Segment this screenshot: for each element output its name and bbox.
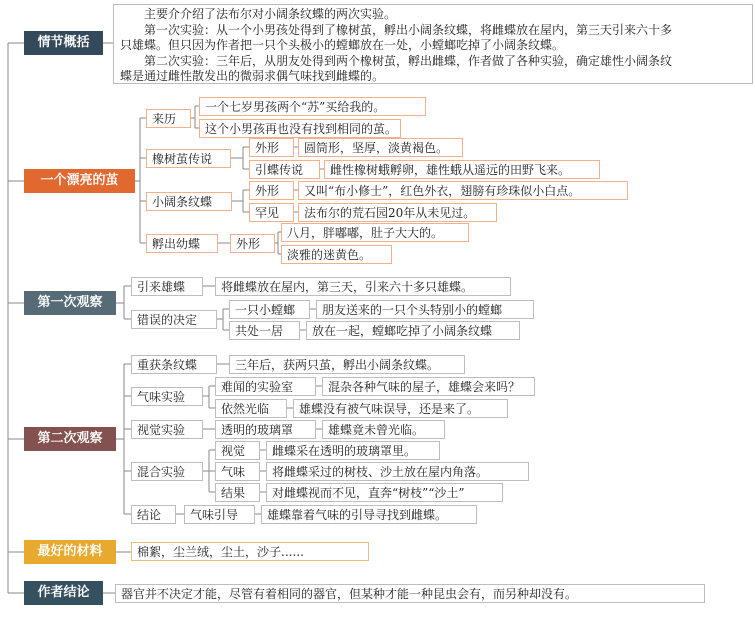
- node-mixed-sight-detail: 雌蝶采在透明的玻璃罩里。: [266, 441, 440, 460]
- node-regain-moth-detail: 三年后，获两只茧，孵出小阔条纹蝶。: [229, 355, 465, 374]
- node-mixed-sight: 视觉: [215, 441, 260, 460]
- node-origin: 来历: [146, 109, 191, 128]
- node-author-conclusion: 器官并不决定才能，尽管有着相同的器官，但某种才能一种昆虫会有，而另种却没有。: [115, 584, 705, 603]
- category-author-conclusion: 作者结论: [24, 581, 103, 605]
- plot-summary: [113, 4, 753, 84]
- node-attract-males-detail: 将雌蝶放在屋内，第三天，引来六十多只雄蝶。: [215, 277, 511, 296]
- node-oak-lure-detail: 雌性橡树蛾孵卵，雄性蛾从遥远的田野飞来。: [324, 160, 600, 179]
- node-attract-males: 引来雄蝶: [131, 277, 203, 296]
- node-smelly-lab: 难闻的实验室: [215, 377, 316, 396]
- node-mixed-experiment: 混合实验: [131, 462, 203, 481]
- node-larva: 孵出幼蝶: [146, 234, 218, 253]
- node-mixed-result: 结果: [215, 483, 260, 502]
- node-smell-guidance: 气味引导: [184, 505, 255, 524]
- summary-line: 第一次实验：从一个小男孩处得到了橡树茧，孵出小阔条纹蝶，将雌蝶放在屋内，第三天引来六十多: [144, 22, 673, 37]
- node-moth-rare: 罕见: [249, 203, 294, 222]
- node-placed-together: 共处一居: [229, 321, 300, 340]
- category-best-material: 最好的材料: [24, 540, 116, 564]
- node-larva-detail: 八月，胖嘟嘟，肚子大大的。: [281, 223, 469, 242]
- node-wrong-decision: 错误的决定: [131, 310, 217, 329]
- node-moth-shape: 外形: [249, 181, 294, 200]
- node-smell-guidance-detail: 雄蝶靠着气味的引导寻找到雌蝶。: [261, 505, 477, 524]
- node-larva-detail: 淡雅的迷黄色。: [281, 245, 392, 264]
- node-moth-rare-detail: 法布尔的荒石园20年从未见过。: [298, 203, 497, 222]
- node-vision-experiment: 视觉实验: [131, 420, 203, 439]
- node-moth: 小阔条纹蝶: [146, 192, 232, 211]
- node-mixed-odor-detail: 将雌蝶采过的树枝、沙土放在屋内角落。: [266, 462, 529, 481]
- node-oak-shape-detail: 圆筒形，坚厚，淡黄褐色。: [298, 138, 463, 157]
- node-mixed-odor: 气味: [215, 462, 260, 481]
- node-origin-detail: 一个七岁男孩两个“苏”买给我的。: [199, 97, 426, 116]
- node-glass-cover-detail: 雄蝶竟未曾光临。: [322, 420, 445, 439]
- node-still-came: 依然光临: [215, 399, 287, 418]
- node-small-mantis: 一只小螳螂: [229, 300, 310, 319]
- category-cocoon: 一个漂亮的茧: [24, 169, 135, 193]
- node-regain-moth: 重获条纹蝶: [131, 355, 217, 374]
- node-conclusion: 结论: [131, 505, 176, 524]
- category-first-observation: 第一次观察: [24, 291, 116, 315]
- summary-line: 第二次实验：三年后，从朋友处得到两个橡树茧，孵出雌蝶，作者做了各种实验，确定雄性小阔条纹: [144, 53, 673, 68]
- node-material-list: 棉絮，尘兰绒，尘土，沙子......: [131, 542, 369, 561]
- category-plot-summary: 情节概括: [24, 31, 103, 55]
- category-second-observation: 第二次观察: [24, 427, 116, 451]
- summary-line: 蝶是通过雌性散发出的微弱求偶气味找到雌蝶的。: [120, 69, 385, 83]
- node-oak-legend: 橡树茧传说: [146, 149, 231, 168]
- node-glass-cover: 透明的玻璃罩: [215, 420, 316, 439]
- node-small-mantis-detail: 朋友送来的一只个头特别小的螳螂: [316, 300, 534, 319]
- summary-line: 只雄蝶。但只因为作者把一只个头极小的螳螂放在一处，小螳螂吃掉了小阔条纹蝶。: [120, 38, 565, 52]
- node-still-came-detail: 雄蝶没有被气味误导，还是来了。: [293, 399, 508, 418]
- node-placed-together-detail: 放在一起，螳螂吃掉了小阔条纹蝶: [306, 321, 520, 340]
- node-oak-shape: 外形: [249, 138, 294, 157]
- node-mixed-result-detail: 对雌蝶视而不见，直奔“树枝”“沙土”: [266, 483, 503, 502]
- node-smelly-lab-detail: 混杂各种气味的屋子，雄蝶会来吗？: [322, 377, 535, 396]
- node-moth-shape-detail: 又叫“布小修士”，红色外衣，翅膀有珍珠似小白点。: [298, 181, 628, 200]
- summary-line: 主要介介绍了法布尔对小阔条纹蝶的两次实验。: [144, 7, 397, 21]
- node-larva-shape: 外形: [230, 234, 275, 253]
- node-oak-lure-legend: 引蝶传说: [249, 160, 320, 179]
- node-origin-detail: 这个小男孩再也没有找到相同的茧。: [199, 119, 401, 138]
- node-smell-experiment: 气味实验: [131, 387, 203, 406]
